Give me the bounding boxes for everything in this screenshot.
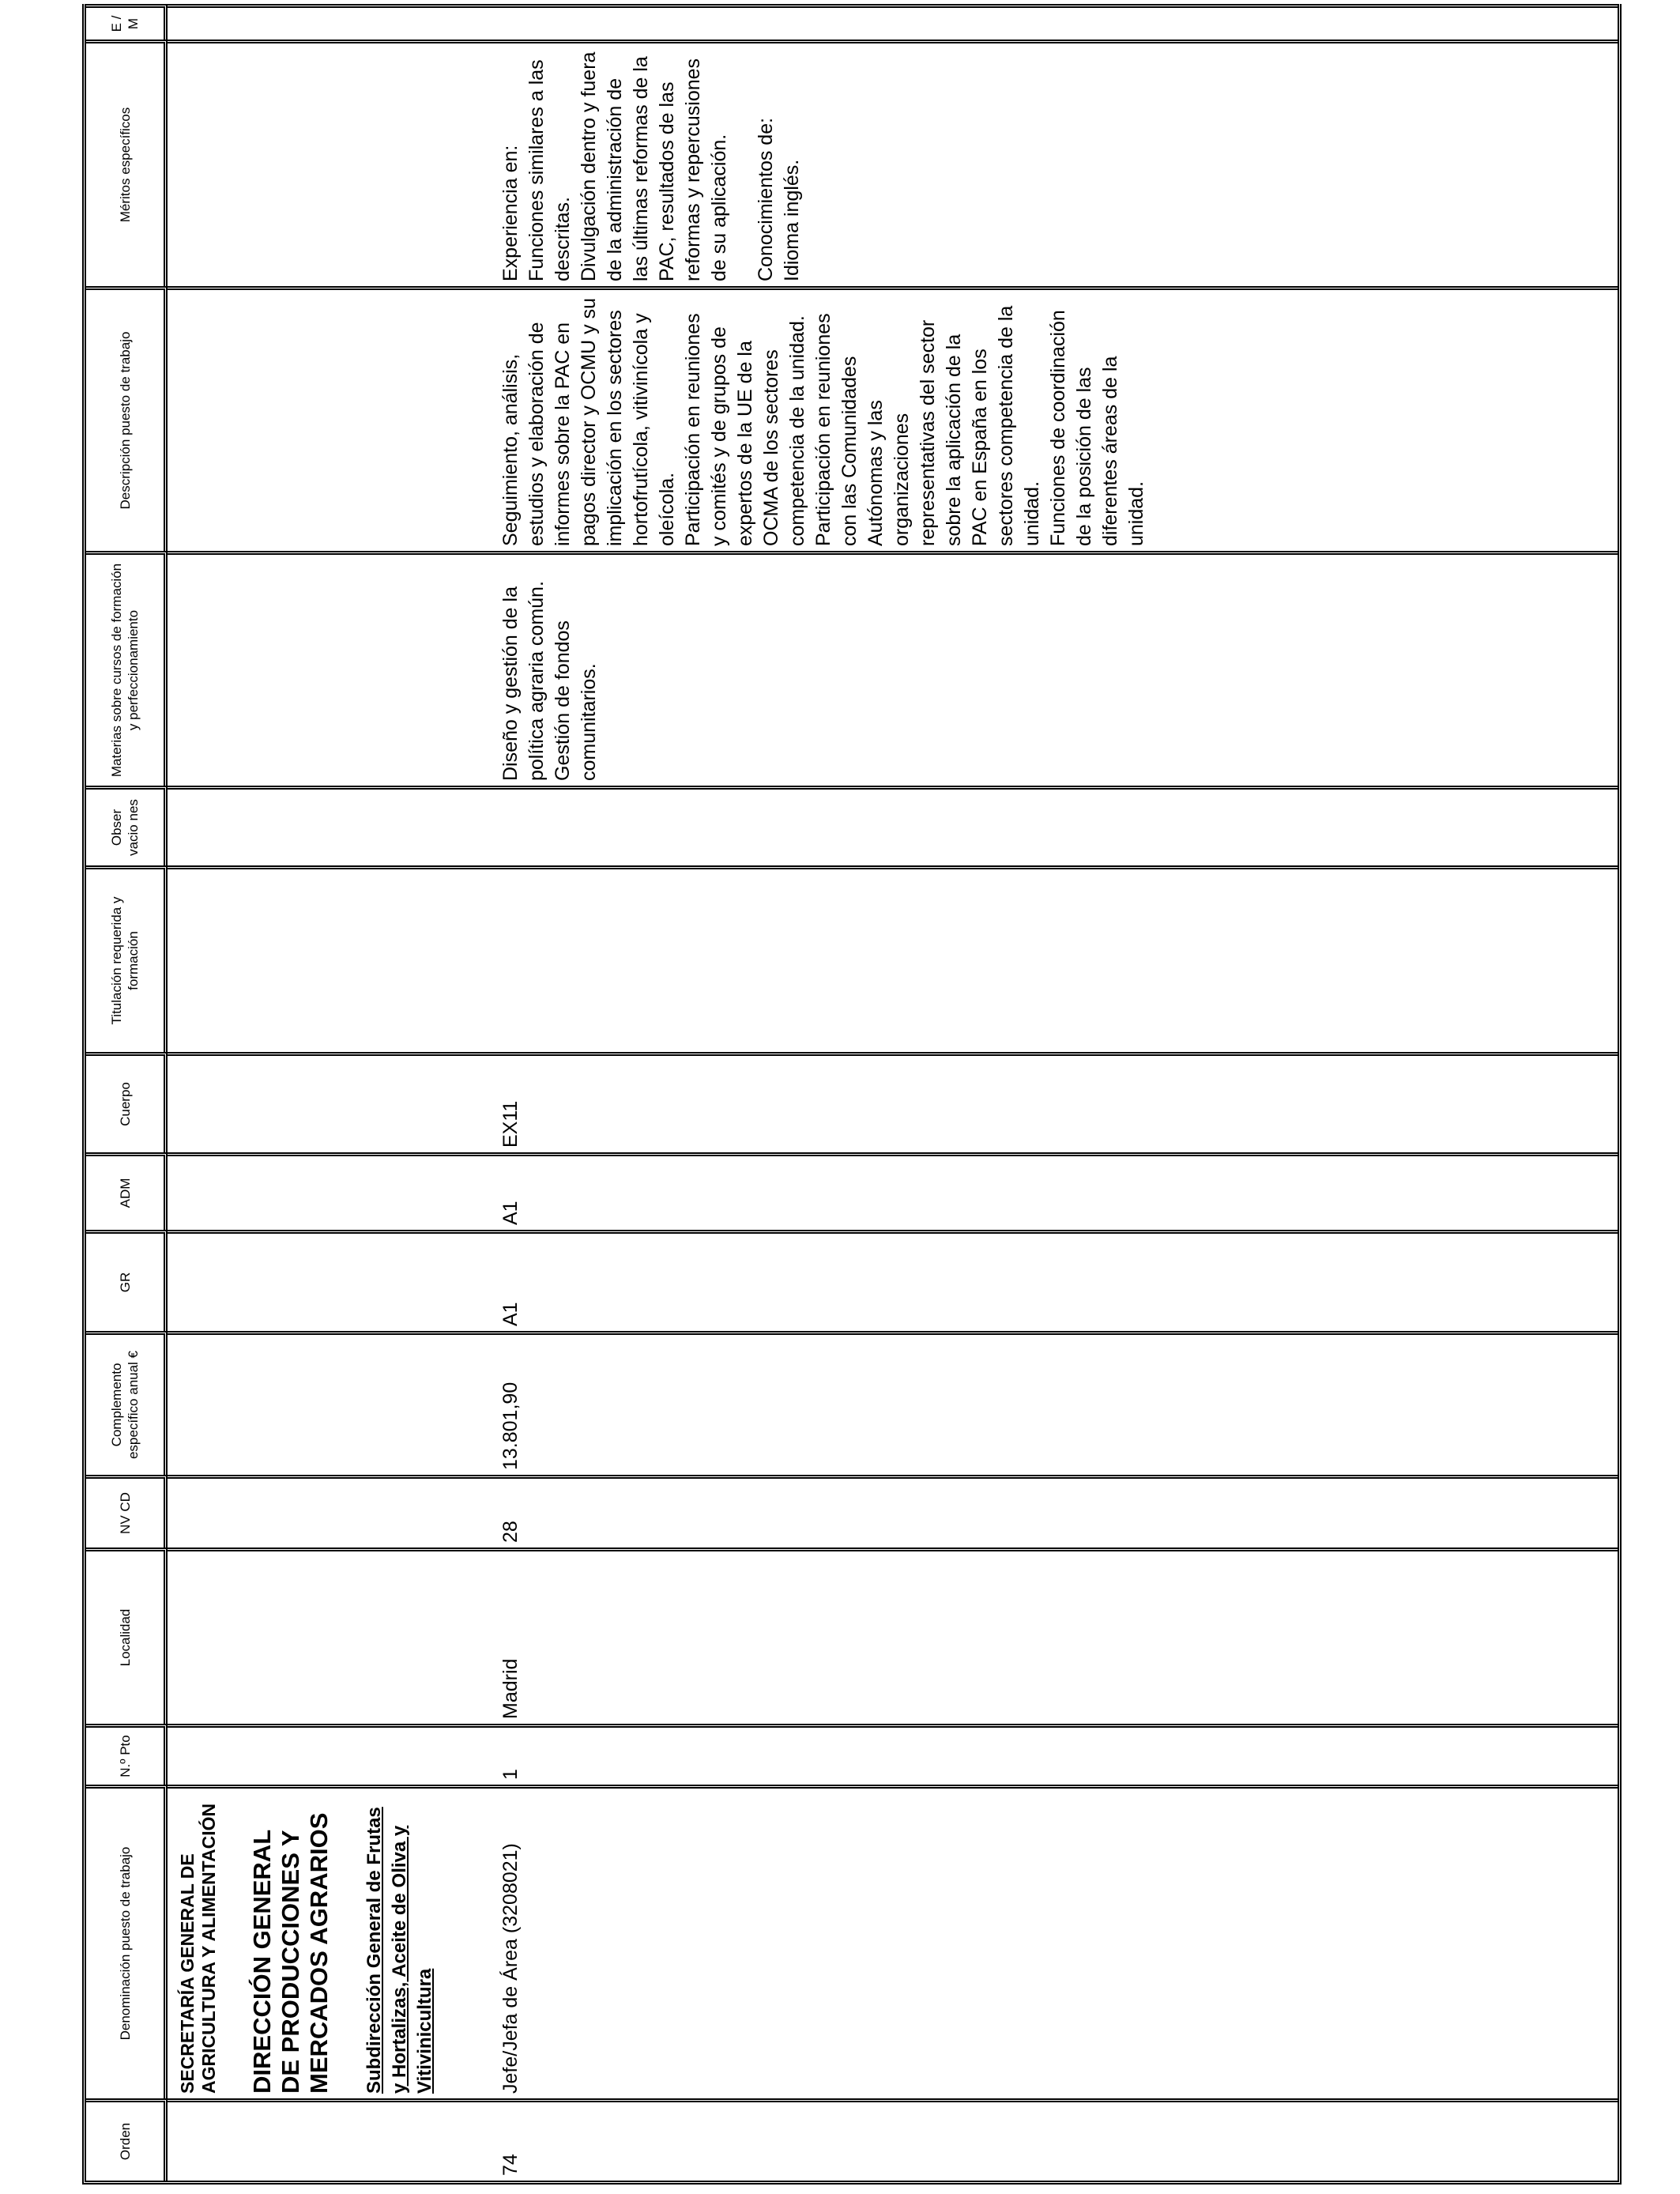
cell-gr — [168, 1230, 1618, 1331]
cuerpo-value: EX11 — [499, 1100, 522, 1148]
cell-complemento — [168, 1331, 1618, 1475]
cell-cuerpo — [168, 1052, 1618, 1152]
adm-value: A1 — [499, 1201, 522, 1225]
meritos-experiencia-item: Funciones similares a las descritas. — [525, 59, 574, 281]
spacer — [333, 1796, 362, 2094]
header-meritos: Méritos específicos — [86, 40, 168, 286]
cell-observaciones — [168, 786, 1618, 865]
num-pto-value: 1 — [499, 1769, 522, 1780]
gr-value: A1 — [499, 1302, 522, 1326]
nv-cd-value: 28 — [499, 1521, 522, 1543]
descripcion-item: Seguimiento, análisis, estudios y elaboración de informes sobre la PAC en pagos director y OCMU y su implicación en los sectores hortofrutícola, vitivinícola y oleícola. — [499, 298, 678, 546]
header-localidad: Localidad — [86, 1547, 168, 1724]
unit-direccion: DIRECCIÓN GENERAL DE PRODUCCIONES Y MERCADOS AGRARIOS — [248, 1812, 333, 2094]
descripcion-block — [498, 298, 1150, 546]
meritos-block — [498, 51, 805, 281]
rotated-page — [82, 7, 1618, 2185]
materias-item: Diseño y gestión de la política agraria común. — [499, 581, 548, 781]
descripcion-item: Funciones de coordinación de la posición de las diferentes áreas de la unidad. — [1047, 310, 1147, 546]
cell-adm — [168, 1152, 1618, 1230]
meritos-conocimientos-title: Conocimientos de: — [755, 117, 777, 281]
cell-meritos — [168, 40, 1618, 286]
descripcion-item: Participación en reuniones con las Comunidades Autónomas y las organizaciones representativas del sector sobre la aplicación de la PAC en España en los sectores competencia de la unidad. — [812, 305, 1043, 546]
orden-value: 74 — [499, 2154, 522, 2176]
job-table — [82, 4, 1622, 2185]
unit-secretaria: SECRETARÍA GENERAL DE AGRICULTURA Y ALIMENTACIÓN — [177, 1803, 219, 2094]
cell-orden — [168, 2098, 1618, 2181]
materias-block — [498, 563, 602, 781]
header-nv-cd: NV CD — [86, 1475, 168, 1547]
meritos-experiencia-item: Divulgación dentro y fuera de la administración de las últimas reformas de la PAC, resultados de las reformas y repercusiones de su aplicación. — [578, 51, 730, 281]
unit-subdireccion: Subdirección General de Frutas y Hortalizas, Aceite de Oliva y Vitivinicultura — [363, 1807, 435, 2094]
header-em: E / M — [86, 4, 168, 40]
header-row — [86, 4, 168, 2181]
denominacion-block — [177, 1796, 438, 2094]
denominacion-value: Jefe/Jefa de Área (3208021) — [499, 1843, 522, 2094]
cell-num-pto — [168, 1724, 1618, 1785]
header-num-pto: N.º Pto — [86, 1724, 168, 1785]
header-cuerpo: Cuerpo — [86, 1052, 168, 1152]
cell-localidad — [168, 1547, 1618, 1724]
complemento-value: 13.801,90 — [499, 1382, 522, 1470]
header-gr: GR — [86, 1230, 168, 1331]
cell-em — [168, 4, 1618, 40]
cell-titulacion — [168, 865, 1618, 1052]
header-titulacion: Titulación requerida y formación — [86, 865, 168, 1052]
header-denominacion: Denominación puesto de trabajo — [86, 1785, 168, 2098]
header-orden: Orden — [86, 2098, 168, 2181]
table-row — [168, 4, 1618, 2181]
spacer — [220, 1796, 248, 2094]
header-materias: Materias sobre cursos de formación y perfeccionamiento — [86, 551, 168, 786]
cell-materias — [168, 551, 1618, 786]
materias-item: Gestión de fondos comunitarios. — [552, 620, 600, 781]
spacer — [733, 51, 753, 281]
header-descripcion: Descripción puesto de trabajo — [86, 286, 168, 551]
cell-descripcion — [168, 286, 1618, 551]
localidad-value: Madrid — [499, 1658, 522, 1719]
meritos-experiencia-title: Experiencia en: — [499, 145, 522, 281]
meritos-conocimientos-item: Idioma inglés. — [781, 159, 803, 281]
cell-nv-cd — [168, 1475, 1618, 1547]
descripcion-item: Participación en reuniones y comités y de grupos de expertos de la UE de la OCMA de los sectores competencia de la unidad. — [682, 313, 808, 546]
cell-denominacion — [168, 1785, 1618, 2098]
header-adm: ADM — [86, 1152, 168, 1230]
header-complemento: Complemento específico anual € — [86, 1331, 168, 1475]
header-observaciones: Obser vacio nes — [86, 786, 168, 865]
